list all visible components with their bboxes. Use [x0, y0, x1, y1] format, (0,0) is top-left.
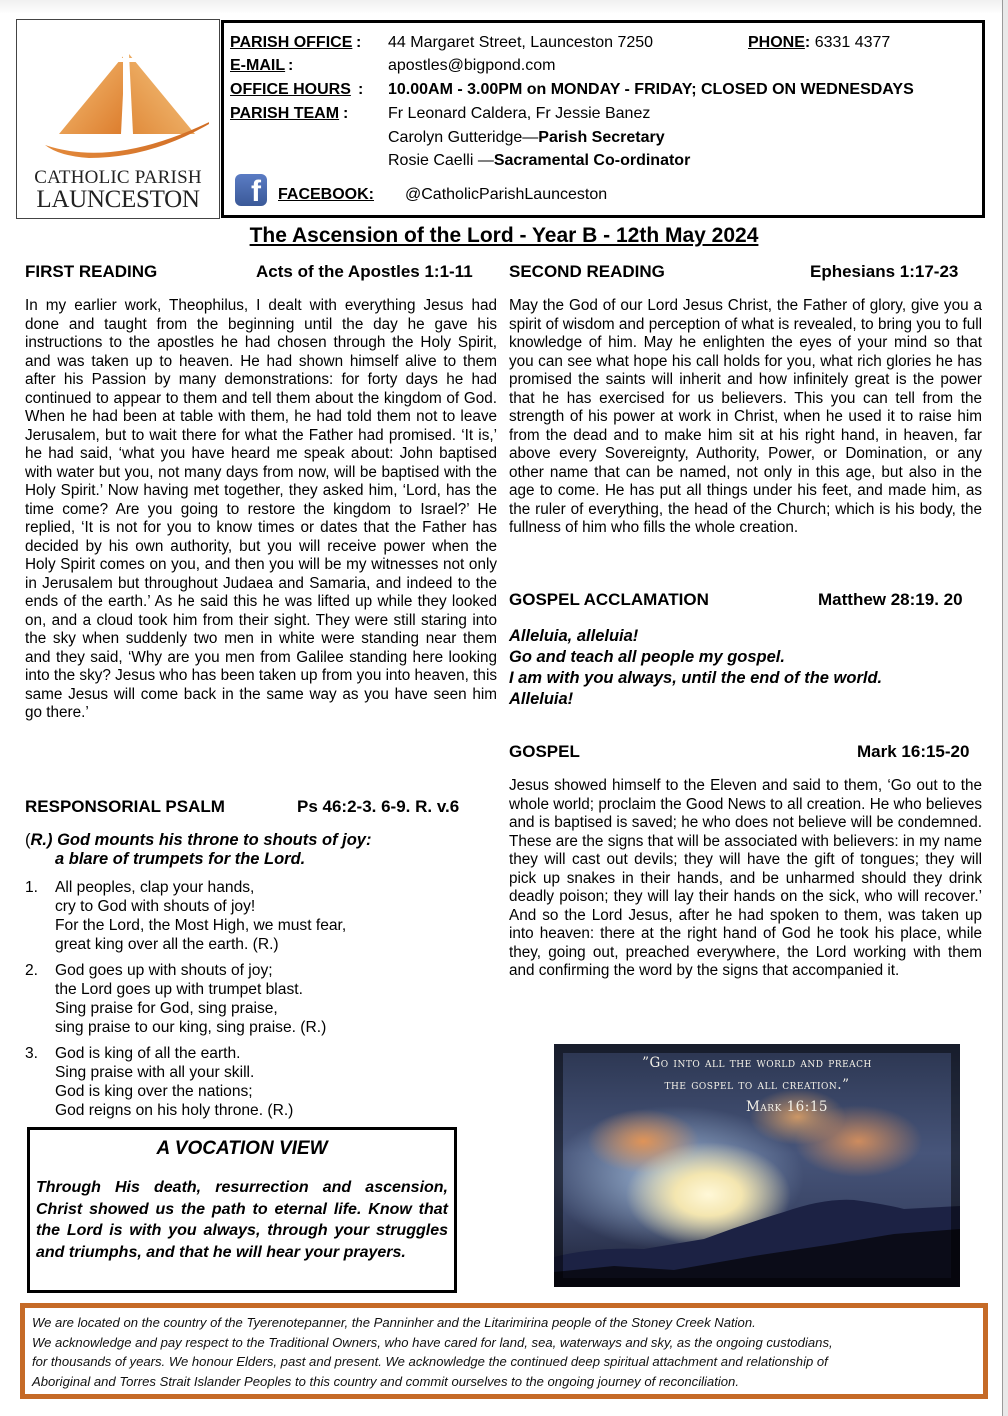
psalm-reference: Ps 46:2-3. 6-9. R. v.6 [297, 797, 460, 816]
sail-boat-cross-icon [29, 30, 209, 165]
phone-number[interactable]: 6331 4377 [814, 34, 891, 51]
viewer-scrollbar[interactable] [1002, 0, 1008, 1416]
acknowledgement-text: We are located on the country of the Tyerenotepanner, the Panninher and the Litarimirina people of the Stoney Creek Nation. We acknowledge and pay respect to the Traditional Owners, who have cared for land, sea, waterways and sky, as the ongoing custodians, for thousands of years. We honour Elders, past and present. We acknowledge the continued deep spiritual attachment and relationship of Aboriginal and Torres Strait Islander Peoples to this country and commit ourselves to the ongoing journey of reconciliation. [32, 1315, 833, 1389]
second-reading-text: May the God of our Lord Jesus Christ, the Father of glory, give you a spirit of wisdom and perception of what is revealed, to bring you to full knowledge of him. May he enlighten the eyes of your mind so that you can see what hope his call holds for you, what rich glories he has promised the saints will inherit and how infinitely great is the power that he has exercised for us believers. This you can tell from the strength of his power at work in Christ, when he used it to raise him from the dead and to make him sit at his right hand, in heaven, far above every Sovereignty, Authority, Power, or Domination, or any other name that can be named, not only in this age, but also in the age to come. He has put all things under his feet, and made him, as the ruler of everything, the head of the Church; which is his body, the fullness of him who fills the whole creation. [509, 297, 982, 536]
facebook-icon[interactable]: f [235, 174, 267, 206]
gospel-heading: GOSPEL [509, 742, 580, 761]
second-reading-heading: SECOND READING [509, 262, 665, 281]
email-address[interactable]: apostles@bigpond.com [388, 57, 556, 74]
parish-team-priests: Fr Leonard Caldera, Fr Jessie Banez [388, 105, 651, 122]
gospel-acclamation-heading: GOSPEL ACCLAMATION [509, 590, 709, 609]
first-reading-heading: FIRST READING [25, 262, 158, 281]
photo-quote-line2: the gospel to all creation.” [664, 1077, 850, 1093]
page-top-shade [0, 0, 1008, 14]
office-hours-label: OFFICE HOURS [230, 81, 351, 98]
facebook-label: FACEBOOK: [278, 186, 374, 203]
email-label: E-MAIL [230, 57, 286, 74]
first-reading-reference: Acts of the Apostles 1:1-11 [256, 262, 473, 281]
parish-office-label: PARISH OFFICE [230, 34, 353, 51]
gospel-acclamation-reference: Matthew 28:19. 20 [818, 590, 963, 609]
vocation-view-box [27, 1127, 457, 1293]
gospel-text: Jesus showed himself to the Eleven and said to them, ‘Go out to the whole world; proclaim the Good News to all creation. He who believes and is baptised is saved; he who does not believe will be condemned. These are the signs that will be associated with believers: in my name they will cast out devils; they will have the gift of tongues; they will pick up snakes in their hands, and be unharmed should they drink deadly poison; they will lay their hands on the sick, who will recover.’ And so the Lord Jesus, after he had spoken to them, was taken up into heaven: there at the right hand of God he took his place, while they, going out, preached everywhere, the Lord working with them and confirming the word by the signs that accompanied it. [509, 777, 982, 979]
phone-field: PHONE: 6331 4377 [748, 34, 891, 51]
parish-info-box: PARISH OFFICE : 44 Margaret Street, Launceston 7250 PHONE: 6331 4377 E-MAIL : apostles@bigpond.com OFFICE HOURS : 10.00AM - 3.00PM on MONDAY - FRIDAY; CLOSED ON WEDNESDAYS PARISH TEAM : Fr Leonard Caldera, Fr Jessie Banez Carolyn Gutteridge—Parish Secretary Rosie Caelli —Sacramental Co-ordinator f FACEBOOK: @CatholicParishLaunceston [221, 20, 985, 218]
parish-logo [16, 19, 220, 219]
secretary-name: Carolyn Gutteridge— [388, 129, 539, 146]
logo-text-line2: LAUNCESTON [36, 186, 200, 213]
psalm-heading: RESPONSORIAL PSALM [25, 797, 225, 816]
acknowledgement-of-country-box [20, 1303, 988, 1399]
logo-text-line1: CATHOLIC PARISH [34, 167, 202, 188]
parish-team-label: PARISH TEAM [230, 105, 340, 122]
parish-office-address: 44 Margaret Street, Launceston 7250 [388, 34, 654, 51]
phone-label: PHONE [748, 34, 805, 51]
vocation-view-title: A VOCATION VIEW [156, 1138, 328, 1159]
office-hours-value: 10.00AM - 3.00PM on MONDAY - FRIDAY; CLOSED ON WEDNESDAYS [388, 81, 914, 98]
facebook-handle[interactable]: @CatholicParishLaunceston [405, 186, 608, 203]
gospel-acclamation-text: Alleluia, alleluia! Go and teach all people my gospel. I am with you always, until the end of the world. Alleluia! [509, 627, 883, 708]
photo-quote-line1: ”Go into all the world and preach [642, 1055, 872, 1071]
sky-mountain-photo [554, 1044, 960, 1287]
coordinator-name: Rosie Caelli — [388, 152, 494, 169]
second-reading-reference: Ephesians 1:17-23 [810, 262, 959, 281]
secretary-role: Parish Secretary [538, 129, 665, 146]
psalm-response: (R.) God mounts his throne to shouts of joy: a blare of trumpets for the Lord. [25, 831, 372, 868]
vocation-view-text: Through His death, resurrection and ascension, Christ showed us the path to eternal life. Know that the Lord is with you always, through your struggles and triumphs, and that he will hear your prayers. [36, 1179, 448, 1261]
page-title: The Ascension of the Lord - Year B - 12th May 2024 [249, 224, 759, 247]
first-reading-text: In my earlier work, Theophilus, I dealt with everything Jesus had done and taught from the beginning until the day he gave his instructions to the apostles he had chosen through the Holy Spirit, and was taken up to heaven. He had shown himself alive to them after his Passion by many demonstrations: for forty days he had continued to appear to them and tell them about the kingdom of God. When he had been at table with them, he had told them not to leave Jerusalem, but to wait there for what the Father had promised. ‘It is,’ he had said, ‘what you have heard me speak about: John baptised with water but you, not many days from now, will be baptised with the Holy Spirit.’ Now having met together, they asked him, ‘Lord, has the time come? Are you going to restore the kingdom to Israel?’ He replied, ‘It is not for you to know times or dates that the Father has decided by his own authority, but you will receive power when the Holy Spirit comes on you, and then you will be my witnesses not only in Jerusalem but throughout Judaea and Samaria, and indeed to the ends of the earth.’ As he said this he was lifted up while they looked on, and a cloud took him from their sight. They were still staring into the sky when suddenly two men in white were standing near them and they said, ‘Why are you men from Galilee standing here looking into the sky? Jesus who has been taken up from you into heaven, this same Jesus will come back in the same way as you have seen him go there.’ [25, 297, 497, 721]
coordinator-role: Sacramental Co-ordinator [493, 152, 691, 169]
photo-quote-reference: Mark 16:15 [745, 1099, 829, 1115]
gospel-reference: Mark 16:15-20 [857, 742, 970, 761]
